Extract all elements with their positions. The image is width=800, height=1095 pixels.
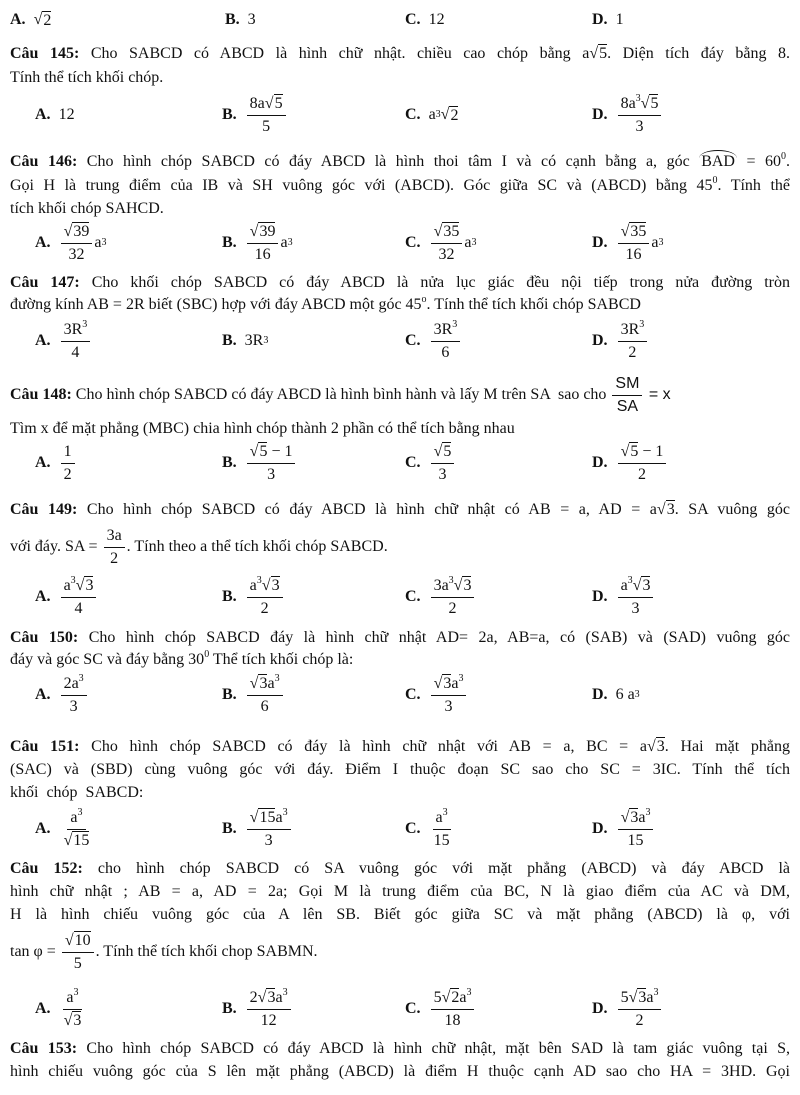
q148-line-2: Tìm x để mặt phẳng (MBC) chia hình chóp thành 2 phần có thể tích bằng nhau	[10, 420, 515, 437]
question-number: Câu 152:	[10, 860, 83, 877]
q152-option-a[interactable]: A. $\frac{a^3}{√3}$	[35, 984, 86, 1034]
q152-line-1: Câu 152: cho hình chóp SABCD có SA vuông góc với mặt phẳng (ABCD) và đáy ABCD là	[10, 860, 791, 877]
q148-option-d[interactable]: D. $\frac{√5 - 1}{2}$	[592, 440, 668, 486]
q151-line-1: Câu 151: Cho hình chóp SABCD có đáy là hình chữ nhật với AB = a, BC = a√3. Hai mặt phẳng	[10, 738, 791, 755]
question-number: Câu 145:	[10, 45, 80, 62]
fraction: $\frac{3R^3}{6}$	[431, 320, 461, 363]
fraction: $\frac{2√3a^3}{12}$	[247, 988, 291, 1031]
q146-line-1: Câu 146: Cho hình chóp SABCD có đáy ABCD là hình thoi tâm I và có cạnh bằng a, góc BAD = $60^0$.	[10, 151, 791, 170]
q144-option-b[interactable]	[225, 0, 256, 40]
q145-option-b[interactable]: B. $\frac{8a√5}{5}$	[222, 92, 288, 138]
q153-line-1: Câu 153: Cho hình chóp SABCD có đáy ABCD là hình chữ nhật, mặt bên SAD là tam giác vuông tại S,	[10, 1040, 791, 1057]
fraction: $\frac{8a√5}{5}$	[247, 94, 286, 137]
q146-line-3: tích khối chóp SAHCD.	[10, 200, 164, 217]
q150-line-1: Câu 150: Cho hình chóp SABCD đáy là hình chữ nhật AD= 2a, AB=a, có (SAB) và (SAD) vuông góc	[10, 629, 791, 646]
q149-line-2: với đáy. SA = $\frac{3a}{2}$ . Tính theo a thể tích khối chóp SABCD.	[10, 526, 388, 567]
q147-line-1: Câu 147: Cho khối chóp SABCD có đáy ABCD là nửa lục giác đều nội tiếp trong nửa đường tròn	[10, 274, 790, 291]
question-number: Câu 147:	[10, 274, 80, 291]
q151-option-c[interactable]: C. $\frac{a^3}{15}$	[405, 804, 455, 854]
fraction: $\frac{√35}{16}$	[618, 222, 650, 265]
q149-option-a[interactable]: A. $\frac{a^3√3}{4}$	[35, 574, 98, 620]
q152-option-c[interactable]: C. $\frac{5√2a^3}{18}$	[405, 984, 476, 1034]
q151-option-b[interactable]: B. $\frac{√15a^3}{3}$	[222, 804, 293, 854]
q147-option-b[interactable]: B. 3R 3	[222, 332, 269, 349]
q150-line-2: đáy và góc SC và đáy bằng $30^0$ Thể tích khối chóp là:	[10, 649, 354, 668]
q144-option-d[interactable]	[592, 0, 624, 40]
q144-option-c[interactable]	[405, 0, 445, 40]
q153-line-2: hình chiếu vuông góc của S lên mặt phẳng (ABCD) là điểm H thuộc cạnh AD sao cho HA = 3HD. Gọi	[10, 1063, 790, 1080]
fraction: $\frac{√35}{32}$	[431, 222, 463, 265]
q148-line-1: Câu 148: Cho hình chóp SABCD có đáy ABCD là hình bình hành và lấy M trên SA sao cho $\frac{SM}{SA}$ = x	[10, 374, 671, 415]
q147-option-c[interactable]: C. $\frac{3R^3}{6}$	[405, 318, 462, 364]
fraction: $\frac{√5}{3}$	[431, 442, 455, 485]
fraction: $\frac{5√3a^3}{2}$	[618, 988, 662, 1031]
fraction: $\frac{a^3√3}{2}$	[247, 576, 283, 619]
q147-line-2: đường kính AB = 2R biết (SBC) hợp với đáy ABCD một góc 45$^o$. Tính thể tích khối chóp SABCD	[10, 294, 641, 313]
fraction: $\frac{√3a^3}{6}$	[247, 674, 283, 717]
q152-line-4: tan φ = $\frac{√10}{5}$ . Tính thể tích khối chop SABMN.	[10, 931, 318, 972]
q144-c-value: 12	[428, 11, 445, 28]
q146-option-d[interactable]: D. $\frac{√35}{16}$ a 3	[592, 222, 664, 263]
fraction: $\frac{√15a^3}{3}$	[247, 808, 291, 851]
fraction: $\frac{2a^3}{3}$	[61, 674, 87, 717]
q152-line-3: H là hình chiếu vuông góc của A lên SB. Biết góc giữa SC và mặt phẳng (ABCD) là φ, với	[10, 906, 790, 923]
fraction: $\frac{√39}{32}$	[61, 222, 93, 265]
q148-option-b[interactable]: B. $\frac{√5 - 1}{3}$	[222, 440, 297, 486]
q152-line-2: hình chữ nhật ; AB = a, AD = 2a; Gọi M là trung điểm của BC, N là giao điểm của AC và DM,	[10, 883, 790, 900]
q145-line-2: Tính thể tích khối chóp.	[10, 69, 164, 86]
fraction: $\frac{a^3√3}{3}$	[618, 576, 654, 619]
q150-option-a[interactable]: A. $\frac{2a^3}{3}$	[35, 672, 89, 718]
question-number: Câu 146:	[10, 153, 78, 170]
fraction: $\frac{1}{2}$	[61, 442, 75, 485]
fraction: $\frac{√39}{16}$	[247, 222, 279, 265]
q146-option-a[interactable]: A. $\frac{√39}{32}$ a 3	[35, 222, 107, 263]
q151-line-3: khối chóp SABCD:	[10, 784, 144, 801]
q152-option-b[interactable]: B. $\frac{2√3a^3}{12}$	[222, 984, 293, 1034]
fraction: $\frac{a^3}{15}$	[433, 806, 450, 849]
q146-option-b[interactable]: B. $\frac{√39}{16}$ a 3	[222, 222, 293, 263]
q150-option-d[interactable]: D. 6 a 3	[592, 686, 640, 703]
fraction: $\frac{3a}{2}$	[104, 526, 125, 569]
q150-option-c[interactable]: C. $\frac{√3a^3}{3}$	[405, 672, 468, 718]
q149-option-b[interactable]: B. $\frac{a^3√3}{2}$	[222, 574, 285, 620]
q145-option-a[interactable]: A. 12	[35, 106, 75, 123]
option-label: C.	[405, 11, 421, 28]
question-number: Câu 149:	[10, 501, 78, 518]
q144-b-value: 3	[247, 11, 256, 28]
angle-arc: BAD	[699, 150, 737, 170]
fraction: $\frac{√5 - 1}{2}$	[618, 442, 667, 485]
q149-line-1: Câu 149: Cho hình chóp SABCD có đáy ABCD là hình chữ nhật có AB = a, AD = a√3. SA vuông góc	[10, 501, 791, 518]
option-label: A.	[10, 11, 26, 28]
q144-option-a[interactable]: A. √ 2	[10, 11, 52, 29]
q152-option-d[interactable]: D. $\frac{5√3a^3}{2}$	[592, 984, 663, 1034]
q149-option-c[interactable]: C. $\frac{3a^3√3}{2}$	[405, 574, 476, 620]
fraction: $\frac{a^3}{√15}$	[63, 806, 90, 849]
question-number: Câu 153:	[10, 1040, 78, 1057]
question-number: Câu 150:	[10, 629, 79, 646]
q148-option-a[interactable]: A. $\frac{1}{2}$	[35, 440, 77, 486]
fraction: $\frac{√5 - 1}{3}$	[247, 442, 296, 485]
q150-option-b[interactable]: B. $\frac{√3a^3}{6}$	[222, 672, 285, 718]
q146-line-2: Gọi H là trung điểm của IB và SH vuông góc với (ABCD). Góc giữa SC và (ABCD) bằng $45^0$. Tính thể	[10, 175, 790, 194]
q147-option-a[interactable]: A. $\frac{3R^3}{4}$	[35, 318, 92, 364]
q145-line-1: Câu 145: Cho SABCD có ABCD là hình chữ nhật. chiều cao chóp bằng a√5. Diện tích đáy bằng 8.	[10, 45, 791, 62]
q149-option-d[interactable]: D. $\frac{a^3√3}{3}$	[592, 574, 655, 620]
q151-line-2: (SAC) và (SBD) cùng vuông góc với đáy. Điểm I thuộc đoạn SC sao cho SC = 3IC. Tính thể tích	[10, 761, 790, 778]
fraction: $\frac{5√2a^3}{18}$	[431, 988, 475, 1031]
q144-d-value: 1	[615, 11, 624, 28]
fraction: $\frac{3R^3}{2}$	[618, 320, 648, 363]
fraction: $\frac{√3a^3}{15}$	[618, 808, 654, 851]
q147-option-d[interactable]: D. $\frac{3R^3}{2}$	[592, 318, 649, 364]
fraction: $\frac{√10}{5}$	[62, 931, 94, 974]
fraction: $\frac{8a^3√5}{3}$	[618, 94, 662, 137]
fraction: $\frac{3a^3√3}{2}$	[431, 576, 475, 619]
option-label: B.	[225, 11, 240, 28]
q151-option-a[interactable]: A. $\frac{a^3}{√15}$	[35, 804, 94, 854]
fraction: $\frac{3R^3}{4}$	[61, 320, 91, 363]
q146-option-c[interactable]: C. $\frac{√35}{32}$ a 3	[405, 222, 477, 263]
q144-a-value: 2	[43, 11, 52, 29]
question-number: Câu 151:	[10, 738, 80, 755]
fraction: $\frac{a^3}{√3}$	[63, 986, 82, 1029]
question-number: Câu 148:	[10, 386, 72, 403]
q145-option-c[interactable]: C. a 3 √ 2	[405, 106, 459, 124]
fraction: $\frac{SM}{SA}$	[612, 374, 642, 417]
q148-option-c[interactable]: C. $\frac{√5}{3}$	[405, 440, 456, 486]
q145-option-d[interactable]: D. $\frac{8a^3√5}{3}$	[592, 92, 663, 138]
option-label: D.	[592, 11, 608, 28]
fraction: $\frac{√3a^3}{3}$	[431, 674, 467, 717]
q151-option-d[interactable]: D. $\frac{√3a^3}{15}$	[592, 804, 655, 854]
fraction: $\frac{a^3√3}{4}$	[61, 576, 97, 619]
